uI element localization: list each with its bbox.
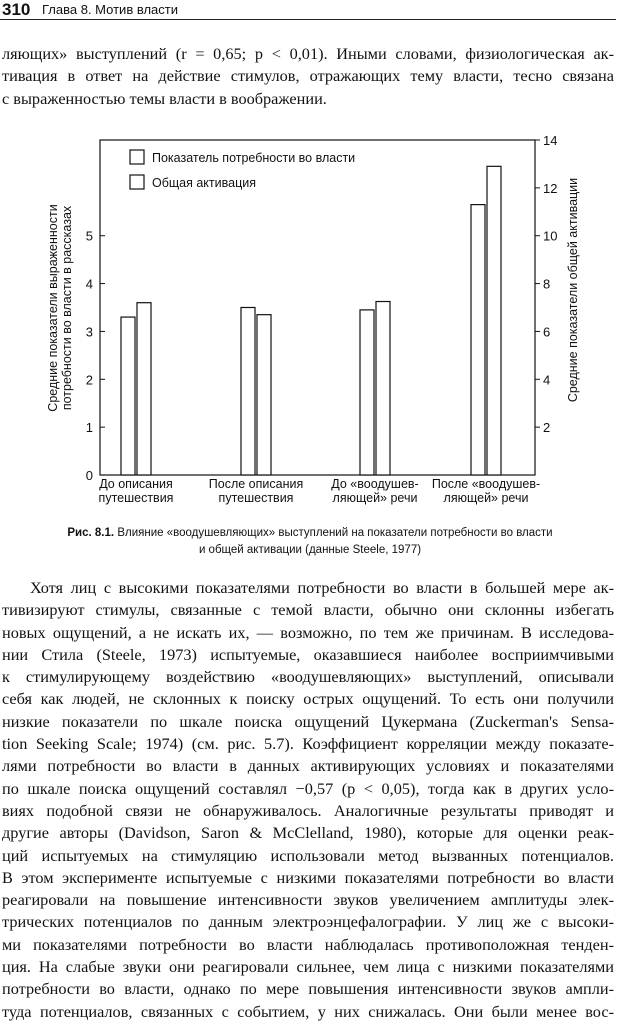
- bar-general-activation: [376, 302, 390, 475]
- left-tick-label: 0: [85, 468, 93, 483]
- right-tick-label: 8: [543, 276, 551, 292]
- legend-label: Общая активация: [152, 176, 256, 190]
- bar-need-for-power: [471, 205, 485, 475]
- right-tick-label: 10: [543, 228, 558, 244]
- category-label: До «воодушев-: [331, 477, 419, 491]
- intro-line: ляющих» выступлений (r = 0,65; p < 0,01). Иными словами, физиологическая ак-: [2, 44, 614, 63]
- legend-label: Показатель потребности во власти: [152, 151, 356, 165]
- bar-need-for-power: [121, 317, 135, 475]
- body-line: нии Стила (Steele, 1973) испытуемые, оказавшиеся наиболее восприимчивыми: [2, 644, 614, 664]
- left-tick-label: 5: [85, 228, 93, 244]
- bar-need-for-power: [360, 310, 374, 475]
- body-line: тивизируют стимулы, связанные с темой власти, обычно они склонны избегать: [2, 600, 614, 620]
- body-line: себя как людей, не склонных к поиску острых ощущений. То есть они получили: [2, 689, 614, 709]
- bar-need-for-power: [241, 308, 255, 476]
- intro-line: с выраженностью темы власти в воображении.: [2, 88, 327, 108]
- caption-label: Рис. 8.1.: [67, 527, 115, 539]
- body-line: ция. На слабые звуки они реагировали сильнее, чем лица с низкими показателями: [2, 957, 614, 977]
- chapter-title: Глава 8. Мотив власти: [42, 2, 178, 17]
- body-line: потребности во власти, однако по мере повышения интенсивности звуков ампли-: [2, 979, 614, 999]
- body-line: tion Seeking Scale; 1974) (см. рис. 5.7). Коэффициент корреляции между показате-: [2, 734, 614, 754]
- bar-general-activation: [137, 303, 151, 475]
- right-tick-label: 2: [543, 420, 551, 436]
- left-tick-label: 4: [85, 276, 93, 292]
- body-line: новых ощущений, а не искать их, — возможно, по тем же причинам. В исследова-: [2, 622, 614, 642]
- right-tick-label: 6: [543, 324, 551, 340]
- body-line: В этом эксперименте испытуемые с низкими показателями потребности во власти: [2, 867, 614, 887]
- caption-line2: и общей активации (данные Steele, 1977): [198, 544, 422, 556]
- body-line: реагировали на повышение интенсивности звуков увеличением амплитуды элек-: [2, 890, 614, 910]
- body-line: по шкале поиска ощущений составлял −0,57 (p < 0,05), тогда как в других усло-: [2, 778, 614, 798]
- bar-general-activation: [487, 166, 501, 475]
- caption-line1: Влияние «воодушевляющих» выступлений на показатели потребности во власти: [117, 527, 553, 539]
- body-line: ми показателями потребности во власти наблюдалась противоположная тенден-: [2, 934, 614, 954]
- right-tick-label: 12: [543, 180, 558, 196]
- legend-swatch-need-for-power: [130, 150, 144, 164]
- body-paragraph: [2, 577, 614, 1023]
- body-line: ций испытуемых на стимуляцию использовали метод вызванных потенциалов.: [2, 845, 614, 865]
- right-tick-label: 14: [543, 133, 558, 148]
- right-tick-label: 4: [543, 372, 551, 388]
- body-line: туда потенциалов, связанных с событием, у них снижалась. Они были менее вос-: [2, 1001, 614, 1021]
- left-tick-label: 1: [85, 420, 93, 436]
- body-line: Хотя лиц с высокими показателями потребности во власти в большей мере ак-: [30, 578, 614, 597]
- right-axis-label: Средние показатели общей активации: [566, 177, 580, 403]
- category-label: путешествия: [218, 491, 294, 505]
- body-line: низкие показатели по шкале поиска ощущений Цукермана (Zuckerman's Sensa-: [2, 711, 614, 731]
- body-line: виях подобной связи не обнаруживалось. Аналогичные результаты приводят и: [2, 800, 614, 820]
- category-label: После «воодушев-: [431, 477, 541, 491]
- page-number: 310: [2, 0, 31, 19]
- category-label: путешествия: [98, 491, 174, 505]
- figure-caption: [0, 525, 620, 559]
- plot-frame: [100, 140, 535, 475]
- category-label: ляющей» речи: [332, 491, 418, 505]
- category-label: ляющей» речи: [443, 491, 529, 505]
- category-label: После описания: [208, 477, 304, 491]
- bar-general-activation: [257, 315, 271, 475]
- left-tick-label: 3: [85, 324, 93, 340]
- body-line: к стимулирующему воздействию «воодушевляющих» выступлений, описывали: [2, 667, 614, 687]
- intro-line: тивация в ответ на действие стимулов, отражающих тему власти, тесно связана: [2, 66, 614, 86]
- body-line: лями потребности во власти в данных активирующих условиях и показателями: [2, 756, 614, 776]
- left-tick-label: 2: [85, 372, 93, 388]
- left-axis-label: потребности во власти в рассказах: [60, 205, 74, 411]
- body-line: другие авторы (Davidson, Saron & McClelland, 1980), которые для оценки реак-: [2, 823, 614, 843]
- left-axis-label: Средние показатели выраженности: [46, 204, 60, 412]
- body-line: трических потенциалов по данным электроэнцефалографии. У лиц же с высоки-: [2, 912, 614, 932]
- legend-swatch-general-activation: [130, 175, 144, 189]
- category-label: До описания: [99, 477, 173, 491]
